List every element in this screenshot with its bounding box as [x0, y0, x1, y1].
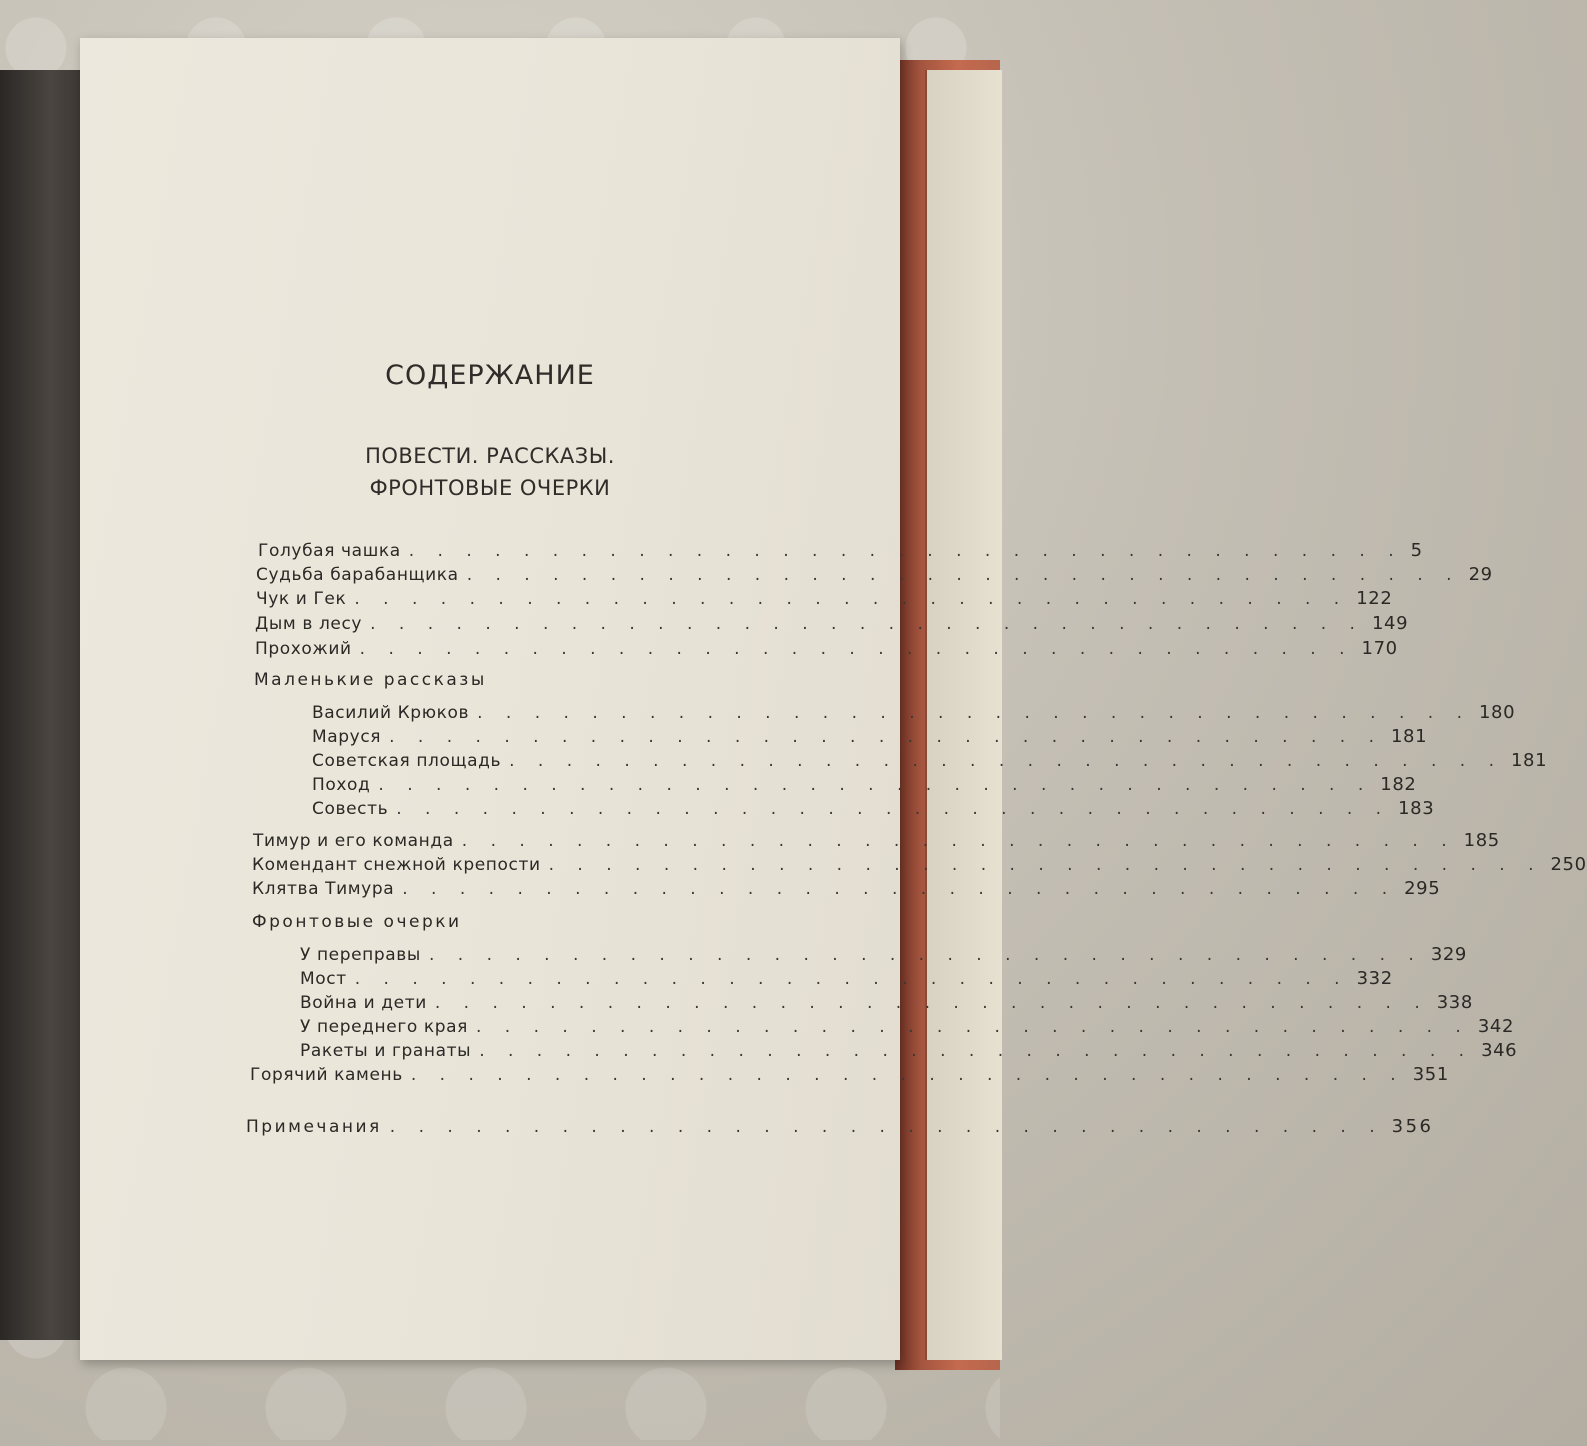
toc-entry	[300, 992, 1473, 1013]
entry-title: Чук и Гек	[256, 589, 347, 609]
toc-entry	[255, 613, 1409, 634]
leader-dots: . . . . . . . . . . . . . . . . . . . . . . . . . . . . . . . . . . .	[402, 879, 1397, 899]
section-heading: Маленькие рассказы	[254, 670, 487, 690]
leader-dots: . . . . . . . . . . . . . . . . . . . . . . . . . . . . . . . . . . .	[479, 1041, 1474, 1061]
leader-dots: . . . . . . . . . . . . . . . . . . . . . . . . . . . . . . . . . . .	[354, 969, 1349, 989]
entry-page: 338	[1436, 992, 1473, 1013]
entry-title: Советская площадь	[312, 751, 502, 771]
toc-entries	[80, 38, 1587, 1360]
leader-dots: . . . . . . . . . . . . . . . . . . . . . . . . . . . . . . . . . . .	[475, 1017, 1470, 1037]
leader-dots: . . . . . . . . . . . . . . . . . . . . . . . . . . . . . . . . . . .	[466, 565, 1461, 585]
leader-dots: . . . . . . . . . . . . . . . . . . . . . . . . . . . . . . . . . . .	[408, 541, 1403, 561]
toc-entry-notes	[246, 1116, 1434, 1137]
table-of-contents	[80, 38, 1587, 1360]
leader-dots: . . . . . . . . . . . . . . . . . . . . . . . . . . . . . . . . . . .	[396, 799, 1391, 819]
entry-page: 356	[1391, 1116, 1434, 1137]
entry-title: Поход	[312, 775, 371, 795]
toc-entry	[252, 878, 1441, 899]
leader-dots: . . . . . . . . . . . . . . . . . . . . . . . . . . . . . . . . . . .	[509, 751, 1503, 771]
book-page	[80, 38, 1587, 1360]
entry-page: 332	[1356, 968, 1393, 989]
entry-page: 351	[1412, 1064, 1449, 1085]
leader-dots: . . . . . . . . . . . . . . . . . . . . . . . . . . . . . . . . . . .	[370, 614, 1364, 634]
entry-page: 185	[1463, 830, 1500, 851]
entry-title: Клятва Тимура	[252, 879, 395, 899]
entry-title: Судьба барабанщика	[256, 565, 459, 585]
entry-title: Ракеты и гранаты	[300, 1041, 472, 1061]
toc-entry	[256, 564, 1493, 585]
entry-page: 149	[1371, 613, 1409, 634]
leader-dots: . . . . . . . . . . . . . . . . . . . . . . . . . . . . . . . . . . .	[548, 855, 1543, 875]
toc-entry	[300, 1016, 1515, 1037]
toc-entry	[256, 588, 1393, 609]
entry-title: Тимур и его команда	[253, 831, 454, 851]
toc-entry	[312, 702, 1516, 723]
entry-title: Василий Крюков	[312, 703, 470, 723]
entry-title: Голубая чашка	[258, 541, 401, 561]
leader-dots: . . . . . . . . . . . . . . . . . . . . . . . . . . . . . . . . . . .	[354, 589, 1349, 609]
leader-dots: . . . . . . . . . . . . . . . . . . . . . . . . . . . . . . . . . . .	[389, 727, 1383, 747]
leader-dots: . . . . . . . . . . . . . . . . . . . . . . . . . . . . . . . . . . .	[410, 1065, 1405, 1085]
leader-dots: . . . . . . . . . . . . . . . . . . . . . . . . . . . . . . . . . . .	[461, 831, 1456, 851]
entry-page: 295	[1404, 878, 1441, 899]
leader-dots: . . . . . . . . . . . . . . . . . . . . . . . . . . . . . . . . . . .	[359, 639, 1354, 659]
toc-entry	[312, 750, 1548, 771]
entry-title: У переправы	[300, 945, 421, 965]
entry-title: Мост	[300, 969, 347, 989]
leader-dots: . . . . . . . . . . . . . . . . . . . . . . . . . . . . . . . . . . .	[477, 703, 1471, 723]
entry-page: 182	[1380, 774, 1417, 795]
entry-title: Маруся	[312, 727, 382, 747]
toc-entry	[250, 1064, 1449, 1085]
entry-title: Дым в лесу	[255, 614, 363, 634]
entry-title: Примечания	[246, 1117, 382, 1137]
entry-title: Война и дети	[300, 993, 427, 1013]
toc-entry	[253, 830, 1500, 851]
subtitle-line-1: ПОВЕСТИ. РАССКАЗЫ.	[365, 444, 615, 468]
entry-title: Совесть	[312, 799, 389, 819]
leader-dots: . . . . . . . . . . . . . . . . . . . . . . . . . . . . . . . . . . .	[434, 993, 1429, 1013]
entry-page: 329	[1430, 944, 1467, 965]
leader-dots: . . . . . . . . . . . . . . . . . . . . . . . . . . . . . . . . . . .	[378, 775, 1373, 795]
entry-page: 170	[1361, 638, 1398, 659]
entry-page: 250	[1550, 854, 1587, 875]
entry-page: 122	[1356, 588, 1393, 609]
subtitle-line-2: ФРОНТОВЫЕ ОЧЕРКИ	[369, 476, 611, 500]
entry-title: У переднего края	[300, 1017, 468, 1037]
entry-page: 180	[1478, 702, 1516, 723]
toc-entry	[300, 944, 1467, 965]
toc-entry	[300, 1040, 1518, 1061]
entry-page: 183	[1398, 798, 1435, 819]
section-heading: Фронтовые очерки	[252, 912, 462, 932]
toc-entry	[300, 968, 1393, 989]
page-title: СОДЕРЖАНИЕ	[385, 360, 595, 391]
entry-page: 342	[1477, 1016, 1515, 1037]
leader-dots: . . . . . . . . . . . . . . . . . . . . . . . . . . . . . . . . . . .	[428, 945, 1423, 965]
leader-dots: . . . . . . . . . . . . . . . . . . . . . . . . . . . . . . . . . . .	[389, 1117, 1384, 1137]
entry-title: Горячий камень	[250, 1065, 403, 1085]
entry-title: Комендант снежной крепости	[252, 855, 541, 875]
toc-entry	[255, 638, 1398, 659]
entry-title: Прохожий	[255, 639, 352, 659]
entry-page: 181	[1391, 726, 1428, 747]
entry-page: 29	[1468, 564, 1493, 585]
toc-entry	[258, 540, 1423, 561]
entry-page: 181	[1510, 750, 1548, 771]
book-cover-left	[0, 70, 84, 1340]
entry-page: 5	[1410, 540, 1423, 561]
toc-entry	[312, 726, 1428, 747]
toc-entry	[252, 854, 1587, 875]
toc-entry	[312, 774, 1417, 795]
entry-page: 346	[1481, 1040, 1518, 1061]
toc-entry	[312, 798, 1435, 819]
